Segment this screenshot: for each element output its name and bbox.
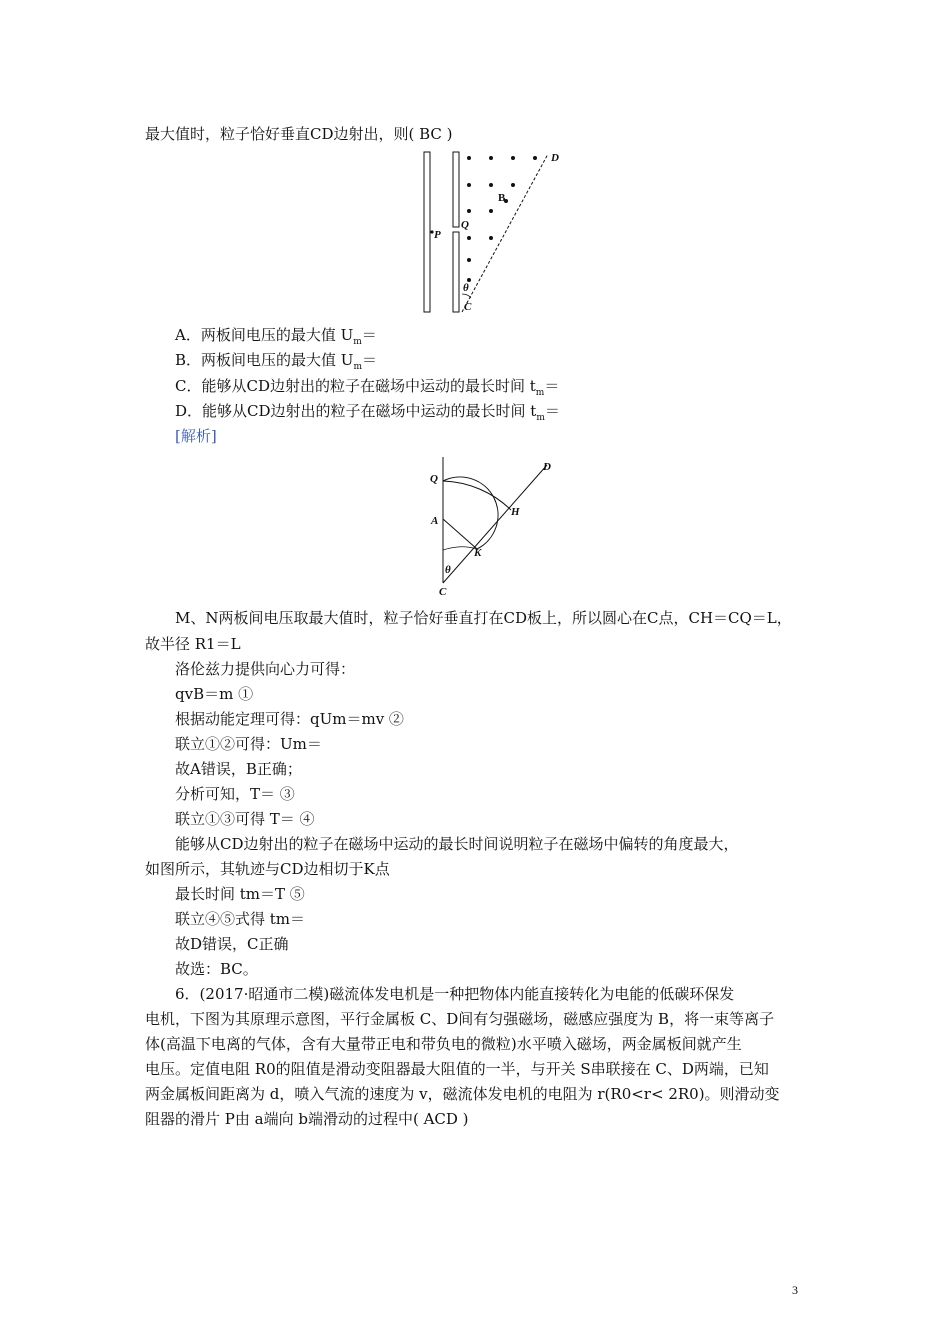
text-s5: 根据动能定理可得：qUm＝mv ② xyxy=(175,710,404,728)
text-s3: 洛伦兹力提供向心力可得： xyxy=(175,660,356,678)
right-plate-lower xyxy=(453,232,459,312)
page-number: 3 xyxy=(792,1283,798,1297)
label-b: B xyxy=(498,192,506,204)
figure-trajectory-analysis xyxy=(425,455,565,600)
text-s9: 联立①③可得 T＝ ④ xyxy=(175,810,315,828)
text-s6: 联立①②可得：Um＝ xyxy=(175,735,322,753)
text-s7: 故A错误，B正确； xyxy=(175,760,302,778)
label-d: D xyxy=(551,152,559,164)
text-s10: 能够从CD边射出的粒子在磁场中运动的最长时间说明粒子在磁场中偏转的角度最大， xyxy=(175,835,739,853)
text-s14: 故D错误，C正确 xyxy=(175,935,289,953)
question-6-line-4: 电压。定值电阻 R0的阻值是滑动变阻器最大阻值的一半，与开关 S串联接在 C、D两端，已知 xyxy=(145,1060,769,1078)
semicircle-trajectory xyxy=(443,477,498,549)
question-6-line-2: 电机，下图为其原理示意图，平行金属板 C、D间有匀强磁场，磁感应强度为 B，将一束等离子 xyxy=(145,1010,775,1028)
label-theta2: θ xyxy=(445,564,451,576)
cd-boundary xyxy=(462,154,548,312)
right-plate-upper xyxy=(453,152,459,227)
label-k: K xyxy=(474,547,482,559)
label-c: C xyxy=(464,301,472,313)
option-a: A．两板间电压的最大值 $U_m=$ xyxy=(175,326,377,347)
text-s4: qvB＝m ① xyxy=(175,685,254,703)
label-c2: C xyxy=(439,586,447,598)
field-dots xyxy=(467,156,537,282)
label-h: H xyxy=(511,506,520,518)
label-theta: θ xyxy=(463,282,469,294)
left-plate xyxy=(424,152,430,312)
label-p: P xyxy=(434,229,441,241)
text-line-1: 最大值时，粒子恰好垂直CD边射出，则( BC ) xyxy=(145,125,453,143)
figure-magnetic-field-plates xyxy=(420,148,570,318)
text-s11: 如图所示，其轨迹与CD边相切于K点 xyxy=(145,860,390,878)
question-6-line-6: 阻器的滑片 P由 a端向 b端滑动的过程中( ACD ) xyxy=(145,1110,469,1128)
text-s2: 故半径 R1＝L xyxy=(145,635,241,653)
label-a: A xyxy=(431,515,439,527)
text-s15: 故选：BC。 xyxy=(175,960,258,978)
label-q: Q xyxy=(461,219,469,231)
large-arc-qh xyxy=(443,481,511,510)
label-q2: Q xyxy=(430,473,438,485)
option-c: C．能够从CD边射出的粒子在磁场中运动的最长时间 $t_m=$ xyxy=(175,377,560,398)
option-d: D．能够从CD边射出的粒子在磁场中运动的最长时间 $t_m=$ xyxy=(175,402,560,423)
question-6-line-3: 体(高温下电离的气体，含有大量带正电和带负电的微粒)水平喷入磁场，两金属板间就产生 xyxy=(145,1035,742,1053)
option-b: B．两板间电压的最大值 $U_m=$ xyxy=(175,351,377,372)
label-d2: D xyxy=(543,461,551,473)
text-s12: 最长时间 tm＝T ⑤ xyxy=(175,885,305,903)
question-6-line-5: 两金属板间距离为 d，喷入气流的速度为 v，磁流体发电机的电阻为 r(R0<r< 2R0)。则滑动变 xyxy=(145,1085,780,1103)
radius-ak xyxy=(443,519,477,549)
text-s13: 联立④⑤式得 tm＝ xyxy=(175,910,306,928)
text-s8: 分析可知，T＝ ③ xyxy=(175,785,295,803)
text-s1: M、N两板间电压取最大值时，粒子恰好垂直打在CD板上，所以圆心在C点，CH＝CQ＝L， xyxy=(175,609,792,627)
question-6-line-1: 6．(2017·昭通市二模)磁流体发电机是一种把物体内能直接转化为电能的低碳环保发 xyxy=(175,985,735,1003)
analysis-label: [解析] xyxy=(175,427,217,445)
